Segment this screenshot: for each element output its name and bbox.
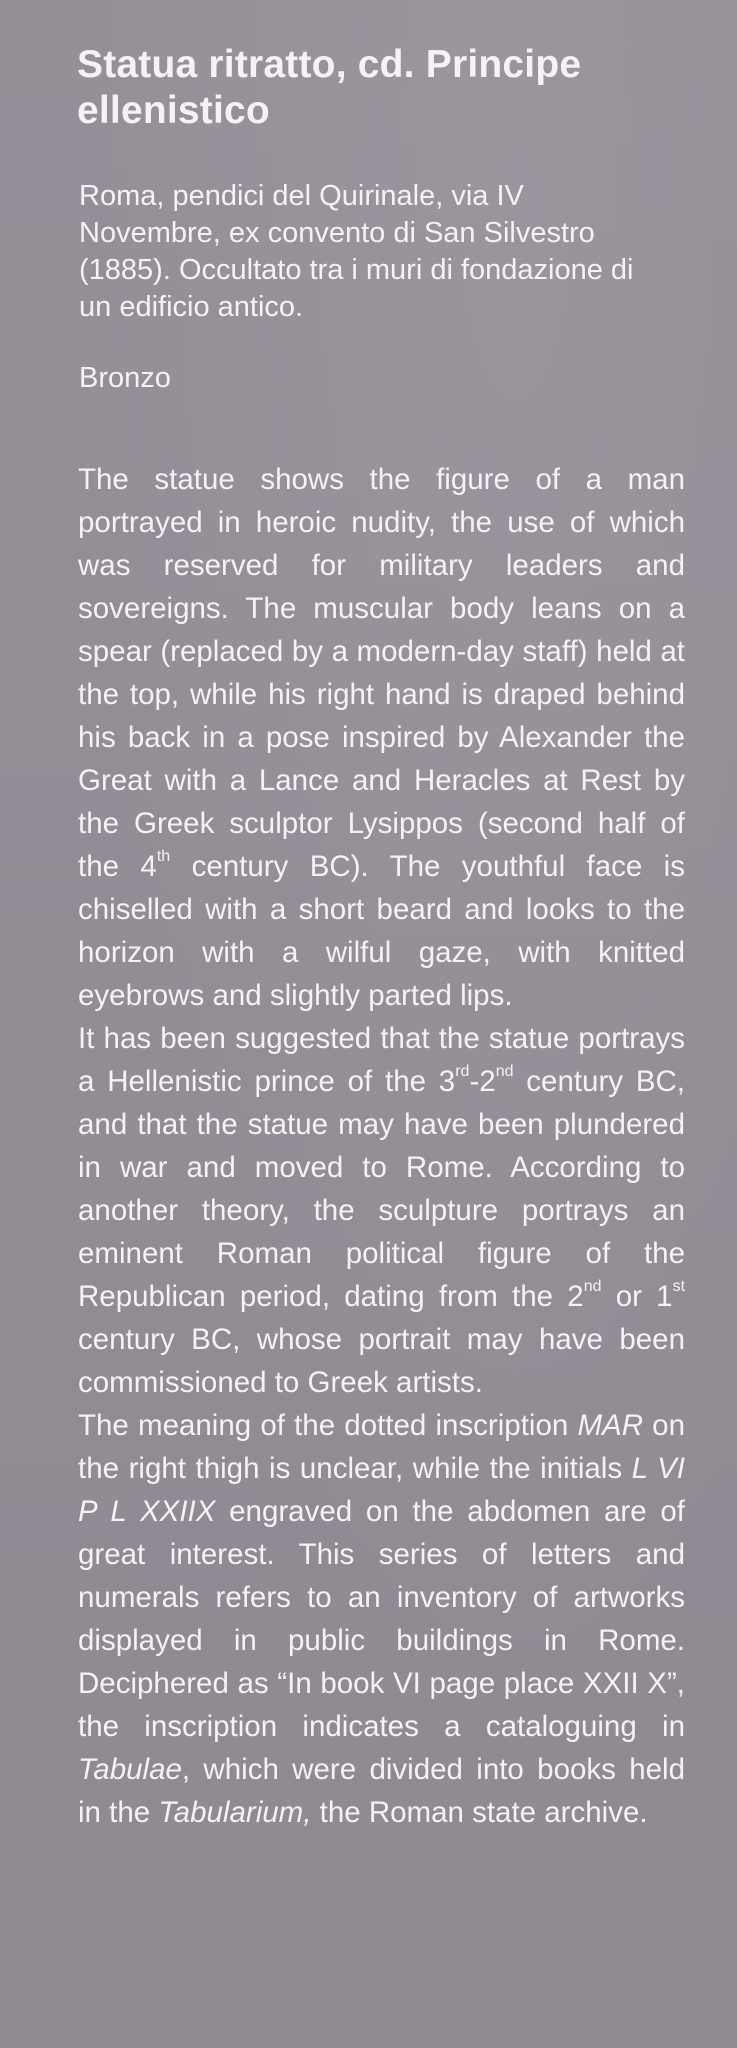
description-paragraph-3 — [78, 1404, 685, 1834]
description-body — [78, 458, 685, 1834]
p2-text-c: century BC, and that the statue may have been plundered in war and moved to Rome. According to another theory, the sculpture portrays an eminent Roman political figure of the Republican period, dating from the 2 — [78, 1065, 686, 1313]
p1-text-b: century BC). The youthful face is chiselled with a short beard and looks to the horizon with a wilful gaze, with knitted eyebrows and slightly parted lips. — [78, 850, 685, 1012]
p3-text-a: The meaning of the dotted inscription — [78, 1409, 578, 1442]
p2-superscript-4: st — [672, 1278, 686, 1296]
p2-superscript-2: nd — [495, 1063, 514, 1081]
p2-text-e: century BC, whose portrait may have been commissioned to Greek artists. — [78, 1323, 685, 1399]
provenance-text: Roma, pendici del Quirinale, via IV Novembre, ex convento di San Silvestro (1885). Occultato tra i muri di fondazione di un edificio antico. — [79, 180, 634, 323]
p3-text-e: the Roman state archive. — [311, 1796, 648, 1829]
p1-superscript-1: th — [156, 848, 171, 866]
p3-italic-tabularium: Tabularium, — [158, 1796, 312, 1829]
p2-superscript-1: rd — [455, 1063, 470, 1081]
p3-text-b: on the right thigh is unclear, while the initials — [78, 1409, 685, 1485]
p2-text-b: -2 — [469, 1065, 496, 1098]
description-paragraph-2 — [78, 1017, 685, 1404]
p2-text-d: or 1 — [601, 1280, 673, 1313]
description-paragraph-1 — [78, 458, 685, 1017]
p3-text-d: , which were divided into books held in the — [78, 1753, 685, 1829]
p3-italic-tabulae: Tabulae — [78, 1753, 182, 1786]
p2-superscript-3: nd — [583, 1278, 602, 1296]
p3-italic-initials: L VI P L XXIIX — [78, 1452, 685, 1528]
material-text: Bronzo — [79, 362, 171, 394]
p1-text-a: The statue shows the figure of a man portrayed in heroic nudity, the use of which was reserved for military leaders and sovereigns. The muscular body leans on a spear (replaced by a modern-day staff) held at the top, while his right hand is draped behind his back in a pose inspired by Alexander the Great with a Lance and Heracles at Rest by the Greek sculptor Lysippos (second half of the 4 — [78, 463, 685, 883]
p3-text-c: engraved on the abdomen are of great interest. This series of letters and numerals refers to an inventory of artworks displayed in public buildings in Rome. Deciphered as “In book VI page place XXII X”, the inscription indicates a cataloguing in — [78, 1495, 685, 1743]
p2-text-a: It has been suggested that the statue portrays a Hellenistic prince of the 3 — [78, 1022, 685, 1098]
artwork-title: Statua ritratto, cd. Principe ellenistico — [77, 43, 582, 132]
p3-italic-mar: MAR — [577, 1409, 644, 1442]
